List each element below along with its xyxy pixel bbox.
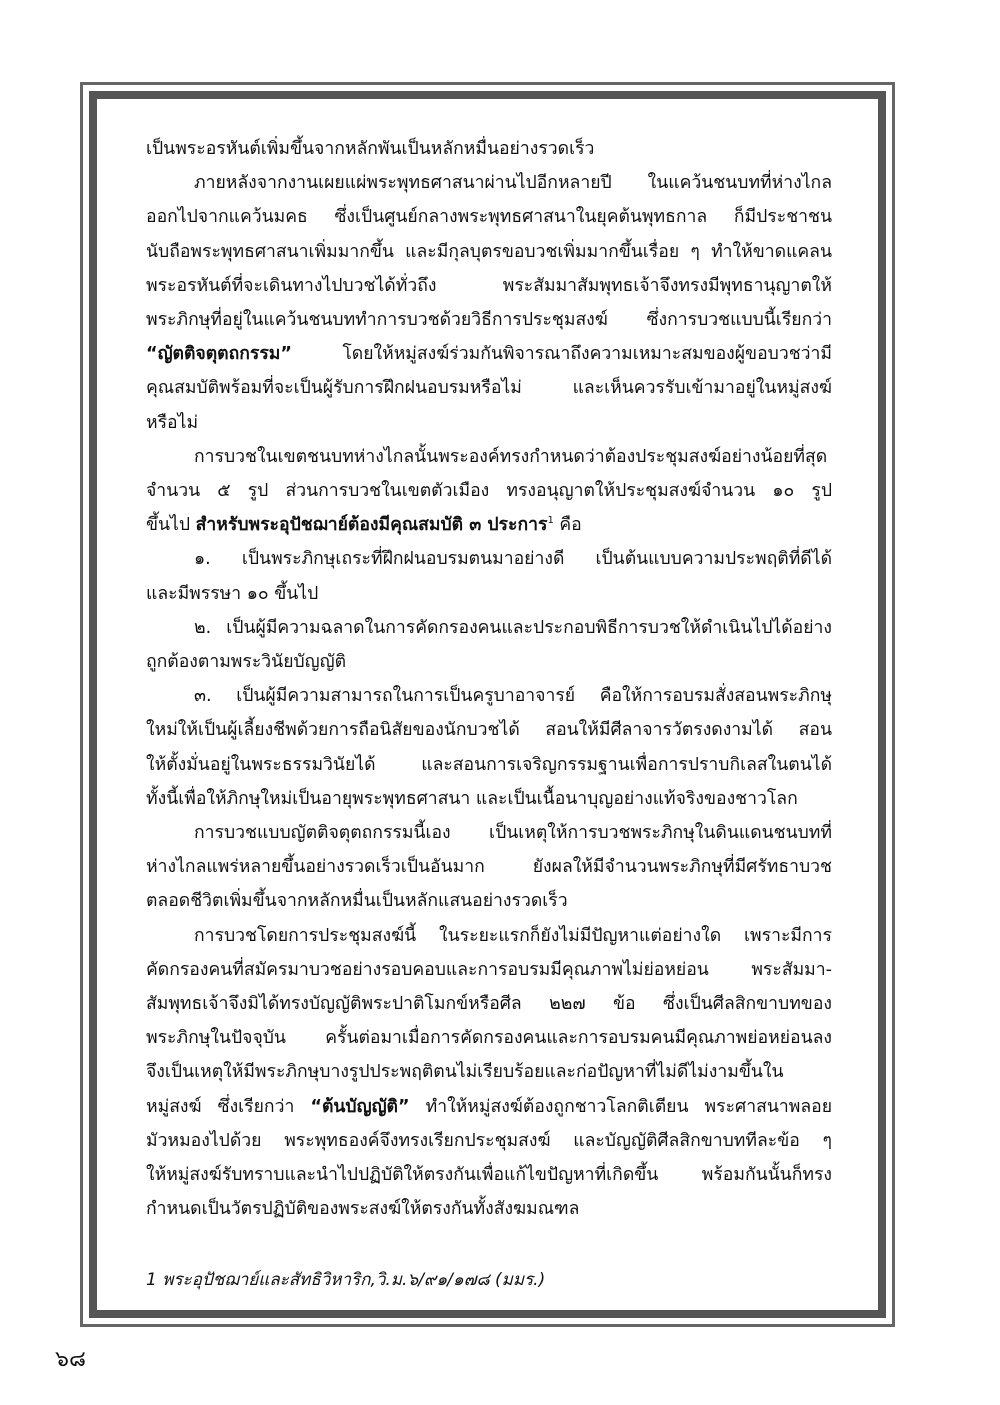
- text-line: ทั้งนี้เพื่อให้ภิกษุใหม่เป็นอายุพระพุทธศาสนา และเป็นเนื้อนาบุญอย่างแท้จริงของชาวโลก: [146, 788, 798, 809]
- text-line: พระอรหันต์ที่จะเดินทางไปบวชได้ทั่วถึง พระสัมมาสัมพุทธเจ้าจึงทรงมีพุทธานุญาตให้: [146, 275, 832, 296]
- text-line: ให้หมู่สงฆ์รับทราบและนำไปปฏิบัติให้ตรงกันเพื่อแก้ไขปัญหาที่เกิดขึ้น พร้อมกันนั้นก็ทรง: [146, 1165, 832, 1186]
- text-line: สัมพุทธเจ้าจึงมิได้ทรงบัญญัติพระปาติโมกข์หรือศีล ๒๒๗ ข้อ ซึ่งเป็นศีลสิกขาบทของ: [146, 994, 832, 1015]
- text-line: ๓. เป็นผู้มีความสามารถในการเป็นครูบาอาจารย์ คือให้การอบรมสั่งสอนพระภิกษุ: [194, 686, 832, 707]
- text-line: และมีพรรษา ๑๐ ขึ้นไป: [146, 583, 319, 604]
- body-text: [146, 132, 832, 1227]
- text-line: จำนวน ๕ รูป ส่วนการบวชในเขตตัวเมือง ทรงอนุญาตให้ประชุมสงฆ์จำนวน ๑๐ รูป: [146, 481, 832, 502]
- text-line: ให้ตั้งมั่นอยู่ในพระธรรมวินัยได้ และสอนการเจริญกรรมฐานเพื่อการปราบกิเลสในตนได้: [146, 754, 832, 775]
- text-line: นับถือพระพุทธศาสนาเพิ่มมากขึ้น และมีกุลบุตรขอบวชเพิ่มมากขึ้นเรื่อย ๆ ทำให้ขาดแคลน: [146, 241, 832, 262]
- text-line: ตลอดชีวิตเพิ่มขึ้นจากหลักหมื่นเป็นหลักแสนอย่างรวดเร็ว: [146, 891, 568, 912]
- text-line: กำหนดเป็นวัตรปฏิบัติของพระสงฆ์ให้ตรงกันทั้งสังฆมณฑล: [146, 1199, 580, 1220]
- text-line: พระภิกษุในปัจจุบัน ครั้นต่อมาเมื่อการคัดกรองคนและการอบรมคนมีคุณภาพย่อหย่อนลง: [146, 1028, 832, 1049]
- text-line: การบวชในเขตชนบทห่างไกลนั้นพระองค์ทรงกำหนดว่าต้องประชุมสงฆ์อย่างน้อยที่สุด: [194, 446, 828, 467]
- bold-phrase: สำหรับพระอุปัชฌาย์ต้องมีคุณสมบัติ ๓ ประการ: [195, 515, 548, 536]
- text-line: จึงเป็นเหตุให้มีพระภิกษุบางรูปประพฤติตนไม่เรียบร้อยและก่อปัญหาที่ไม่ดีไม่งามขึ้นใน: [146, 1062, 784, 1083]
- text-line: มัวหมองไปด้วย พระพุทธองค์จึงทรงเรียกประชุมสงฆ์ และบัญญัติศีลสิกขาบททีละข้อ ๆ: [146, 1130, 832, 1151]
- text-line: ออกไปจากแคว้นมคธ ซึ่งเป็นศูนย์กลางพระพุทธศาสนาในยุคต้นพุทธกาล ก็มีประชาชน: [146, 207, 832, 228]
- text-line: ใหม่ให้เป็นผู้เลี้ยงชีพด้วยการถือนิสัยของนักบวชได้ สอนให้มีศีลาจารวัตรงดงามได้ สอน: [146, 720, 832, 741]
- text-line: ๑. เป็นพระภิกษุเถระที่ฝึกฝนอบรมตนมาอย่างดี เป็นต้นแบบความประพฤติที่ดีได้: [194, 549, 832, 570]
- text-line: หรือไม่: [146, 412, 199, 433]
- text-line: การบวชแบบญัตติจตุตถกรรมนี้เอง เป็นเหตุให้การบวชพระภิกษุในดินแดนชนบทที่: [194, 823, 832, 844]
- text-line: คุณสมบัติพร้อมที่จะเป็นผู้รับการฝึกฝนอบรมหรือไม่ และเห็นควรรับเข้ามาอยู่ในหมู่สงฆ์: [146, 378, 832, 399]
- bold-term: “ต้นบัญญัติ”: [310, 1096, 410, 1117]
- text-line: การบวชโดยการประชุมสงฆ์นี้ ในระยะแรกก็ยังไม่มีปัญหาแต่อย่างใด เพราะมีการ: [194, 925, 832, 946]
- text-line: ๒. เป็นผู้มีความฉลาดในการคัดกรองคนและประกอบพิธีการบวชให้ดำเนินไปได้อย่าง: [194, 617, 832, 638]
- page-number: ๖๘: [55, 1347, 86, 1372]
- footnote-marker: 1: [547, 515, 554, 527]
- text-line: พระภิกษุที่อยู่ในแคว้นชนบททำการบวชด้วยวิธีการประชุมสงฆ์ ซึ่งการบวชแบบนี้เรียกว่า: [146, 310, 832, 331]
- text-line: ภายหลังจากงานเผยแผ่พระพุทธศาสนาผ่านไปอีกหลายปี ในแคว้นชนบทที่ห่างไกล: [194, 173, 832, 194]
- text-line: “ญัตติจตุตถกรรม” โดยให้หมู่สงฆ์ร่วมกันพิจารณาถึงความเหมาะสมของผู้ขอบวชว่ามี: [146, 344, 832, 365]
- text-line: ห่างไกลแพร่หลายขึ้นอย่างรวดเร็วเป็นอันมาก ยังผลให้มีจำนวนพระภิกษุที่มีศรัทธาบวช: [146, 857, 832, 878]
- text-line: ขึ้นไป สำหรับพระอุปัชฌาย์ต้องมีคุณสมบัติ ๓ ประการ$^1$ คือ: [146, 515, 582, 536]
- text-line: หมู่สงฆ์ ซึ่งเรียกว่า “ต้นบัญญัติ” ทำให้หมู่สงฆ์ต้องถูกชาวโลกติเตียน พระศาสนาพลอย: [146, 1096, 832, 1117]
- text-line: คัดกรองคนที่สมัครมาบวชอย่างรอบคอบและการอบรมมีคุณภาพไม่ย่อหย่อน พระสัมมา-: [146, 959, 832, 980]
- bold-term: “ญัตติจตุตถกรรม”: [146, 344, 292, 365]
- text-line: ถูกต้องตามพระวินัยบัญญัติ: [146, 652, 347, 673]
- footnote: 1 พระอุปัชฌาย์และสัทธิวิหาริก,วิ.ม.๖/๙๑/๑๗๘ (มมร.): [146, 1270, 546, 1290]
- text-line: เป็นพระอรหันต์เพิ่มขึ้นจากหลักพันเป็นหลักหมื่นอย่างรวดเร็ว: [146, 139, 595, 159]
